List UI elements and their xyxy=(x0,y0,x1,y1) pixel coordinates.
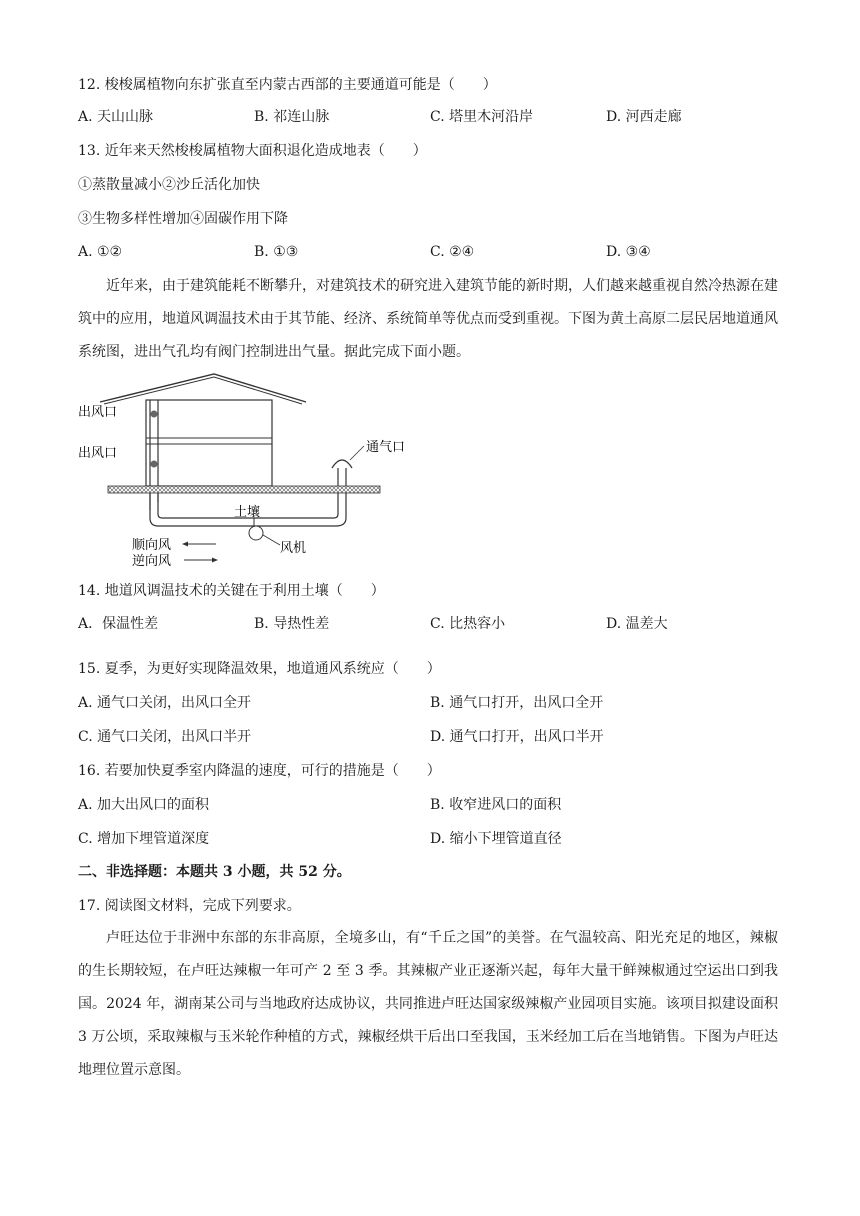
q12-option-a: A. 天山山脉 xyxy=(78,109,154,125)
label-fan: 风机 xyxy=(280,541,307,556)
q13-option-d: D. ③④ xyxy=(606,244,651,260)
q12-option-b: B. 祁连山脉 xyxy=(254,109,330,125)
q14-option-d: D. 温差大 xyxy=(606,616,668,632)
label-outlet-lower: 出风口 xyxy=(78,446,118,461)
q14-option-a: A．保温性差 xyxy=(78,616,159,632)
label-outlet-upper: 出风口 xyxy=(78,405,118,420)
q15-option-a: A. 通气口关闭，出风口全开 xyxy=(78,695,252,711)
passage-ground-ventilation: 近年来，由于建筑能耗不断攀升，对建筑技术的研究进入建筑节能的新时期，人们越来越重视自然冷热源在建筑中的应用，地道风调温技术由于其节能、经济、系统简单等优点而受到重视。下图为黄土高原二层民居地道通风系统图，进出气孔均有阀门控制进出气量。据此完成下面小题。 xyxy=(78,278,778,360)
q15-option-c: C. 通气口关闭，出风口半开 xyxy=(78,729,252,745)
q13-option-b: B. ①③ xyxy=(254,244,299,260)
q16-stem: 16. 若要加快夏季室内降温的速度，可行的措施是（ ） xyxy=(78,763,441,779)
q15-option-b: B. 通气口打开，出风口全开 xyxy=(430,695,604,711)
house-wall xyxy=(146,400,272,486)
q15-stem: 15. 夏季，为更好实现降温效果，地道通风系统应（ ） xyxy=(78,661,441,677)
q13-stem: 13. 近年来天然梭梭属植物大面积退化造成地表（ ） xyxy=(78,143,427,159)
q14-option-b: B. 导热性差 xyxy=(254,616,330,632)
ground-ventilation-diagram xyxy=(74,368,406,573)
legend-reverse-wind: 逆向风 xyxy=(132,554,172,569)
q14-stem: 14. 地道风调温技术的关键在于利用土壤（ ） xyxy=(78,583,385,599)
outlet-upper-valve xyxy=(151,411,158,418)
q16-option-c: C. 增加下埋管道深度 xyxy=(78,831,210,847)
q14-option-c: C. 比热容小 xyxy=(430,616,506,632)
fan xyxy=(249,526,263,540)
q17-passage: 卢旺达位于非洲中东部的东非高原，全境多山，有“千丘之国”的美誉。在气温较高、阳光充足的地区，辣椒的生长期较短，在卢旺达辣椒一年可产 2 至 3 季。其辣椒产业正逐渐兴起，每年大量干鲜辣椒通过空运出口到我国。2024 年，湖南某公司与当地政府达成协议，共同推进卢旺达国家级辣椒产业园项目实施。该项目拟建设面积 3 万公顷，采取辣椒与玉米轮作种植的方式，辣椒经烘干后出口至我国，玉米经加工后在当地销售。下图为卢旺达地理位置示意图。 xyxy=(78,930,778,1078)
q17-stem: 17. 阅读图文材料，完成下列要求。 xyxy=(78,898,301,914)
vent-cap xyxy=(332,460,352,468)
outlet-lower-valve xyxy=(151,461,158,468)
q15-option-d: D. 通气口打开，出风口半开 xyxy=(430,729,604,745)
q12-option-c: C. 塔里木河沿岸 xyxy=(430,109,534,125)
q13-option-c: C. ②④ xyxy=(430,244,475,260)
q16-option-d: D. 缩小下埋管道直径 xyxy=(430,831,562,847)
label-soil: 土壤 xyxy=(234,505,261,520)
q12-stem: 12. 梭梭属植物向东扩张直至内蒙古西部的主要通道可能是（ ） xyxy=(78,77,497,93)
q16-option-a: A. 加大出风口的面积 xyxy=(78,797,210,813)
q16-option-b: B. 收窄进风口的面积 xyxy=(430,797,562,813)
q12-option-d: D. 河西走廊 xyxy=(606,109,682,125)
q13-items-line2: ③生物多样性增加④固碳作用下降 xyxy=(78,211,288,227)
q13-option-a: A. ①② xyxy=(78,244,123,260)
q13-items-line1: ①蒸散量减小②沙丘活化加快 xyxy=(78,177,260,193)
legend-forward-wind: 顺向风 xyxy=(132,538,172,553)
section-2-heading: 二、非选择题：本题共 3 小题，共 52 分。 xyxy=(78,864,351,880)
label-vent: 通气口 xyxy=(366,440,406,455)
ground-surface xyxy=(108,486,380,493)
